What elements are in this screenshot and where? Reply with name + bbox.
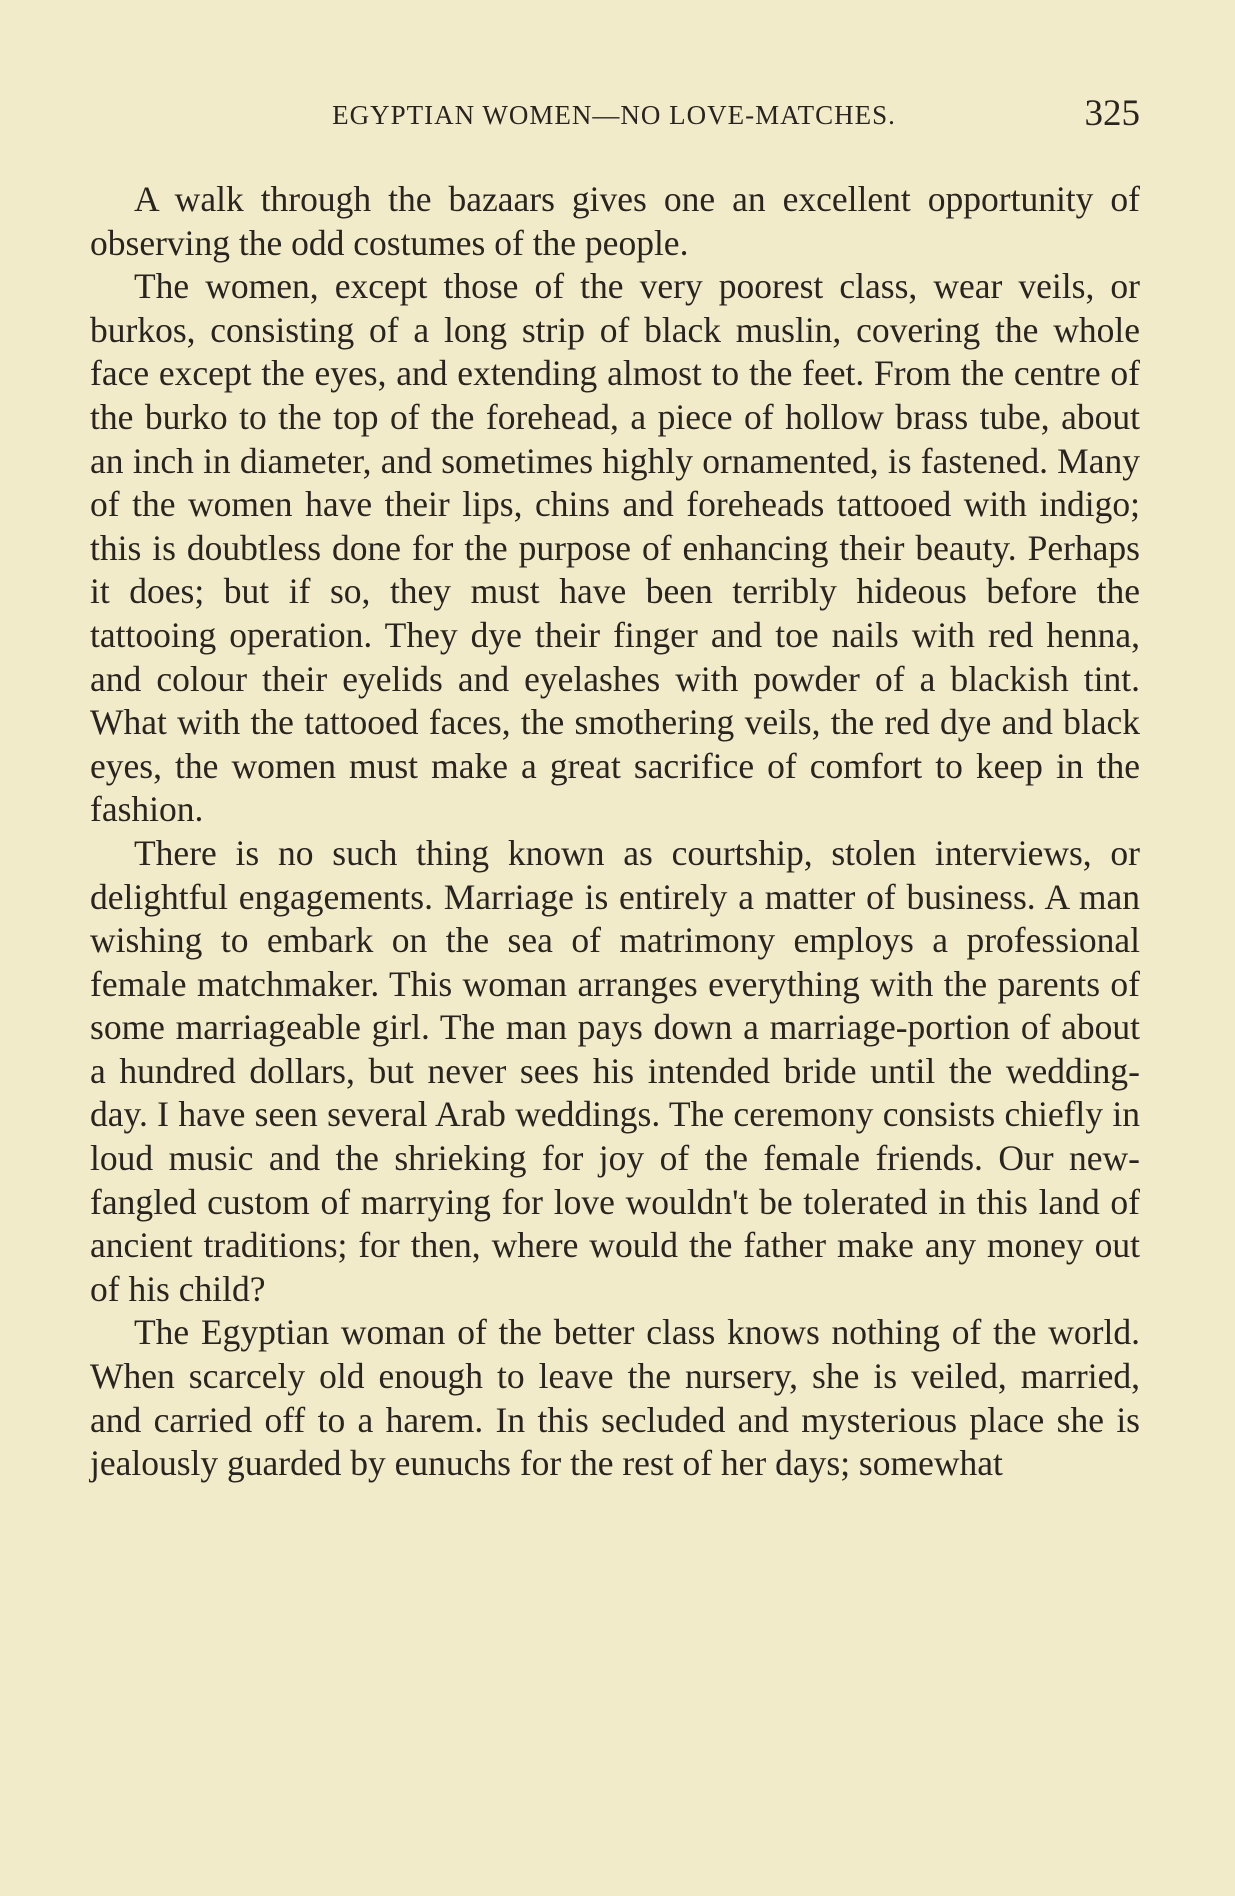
page-number: 325 — [1084, 93, 1140, 134]
paragraph-egyptian-woman: The Egyptian woman of the better class knows nothing of the world. When scarcely old enough to leave the nursery, she is veiled, married, and carried off to a harem. In this secluded and mysterious place she is jealously guarded by eunuchs for the rest of her days; somewhat — [90, 1312, 1140, 1484]
paragraph-veils: The women, except those of the very poorest class, wear veils, or burkos, consisting of a long strip of black muslin, covering the whole face except the eyes, and extending almost to the feet. From the centre of the burko to the top of the forehead, a piece of hollow brass tube, about an inch in diameter, and sometimes highly ornamented, is fastened. Many of the women have their lips, chins and foreheads tattooed with indigo; this is doubtless done for the purpose of enhancing their beauty. Perhaps it does; but if so, they must have been terribly hideous before the tattooing operation. They dye their finger and toe nails with red henna, and colour their eyelids and eyelashes with powder of a blackish tint. What with the tattooed faces, the smothering veils, the red dye and black eyes, the women must make a great sacrifice of comfort to keep in the fashion. — [90, 266, 1140, 830]
running-head-title: EGYPTIAN WOMEN—NO LOVE-MATCHES. — [332, 100, 896, 130]
body-text — [90, 178, 1140, 1486]
running-head — [88, 92, 1140, 142]
paragraph-courtship: There is no such thing known as courtship, stolen interviews, or delightful engagements. Marriage is entirely a matter of business. A man wishing to embark on the sea of matrimony employs a professional female matchmaker. This woman arranges everything with the parents of some marriageable girl. The man pays down a marriage-portion of about a hundred dollars, but never sees his intended bride until the wedding-day. I have seen several Arab weddings. The ceremony consists chiefly in loud music and the shrieking for joy of the female friends. Our new-fangled custom of marrying for love wouldn't be tolerated in this land of ancient traditions; for then, where would the father make any money out of his child? — [90, 832, 1140, 1309]
paragraph-bazaars: A walk through the bazaars gives one an excellent opportunity of observing the odd costumes of the people. — [90, 179, 1140, 263]
